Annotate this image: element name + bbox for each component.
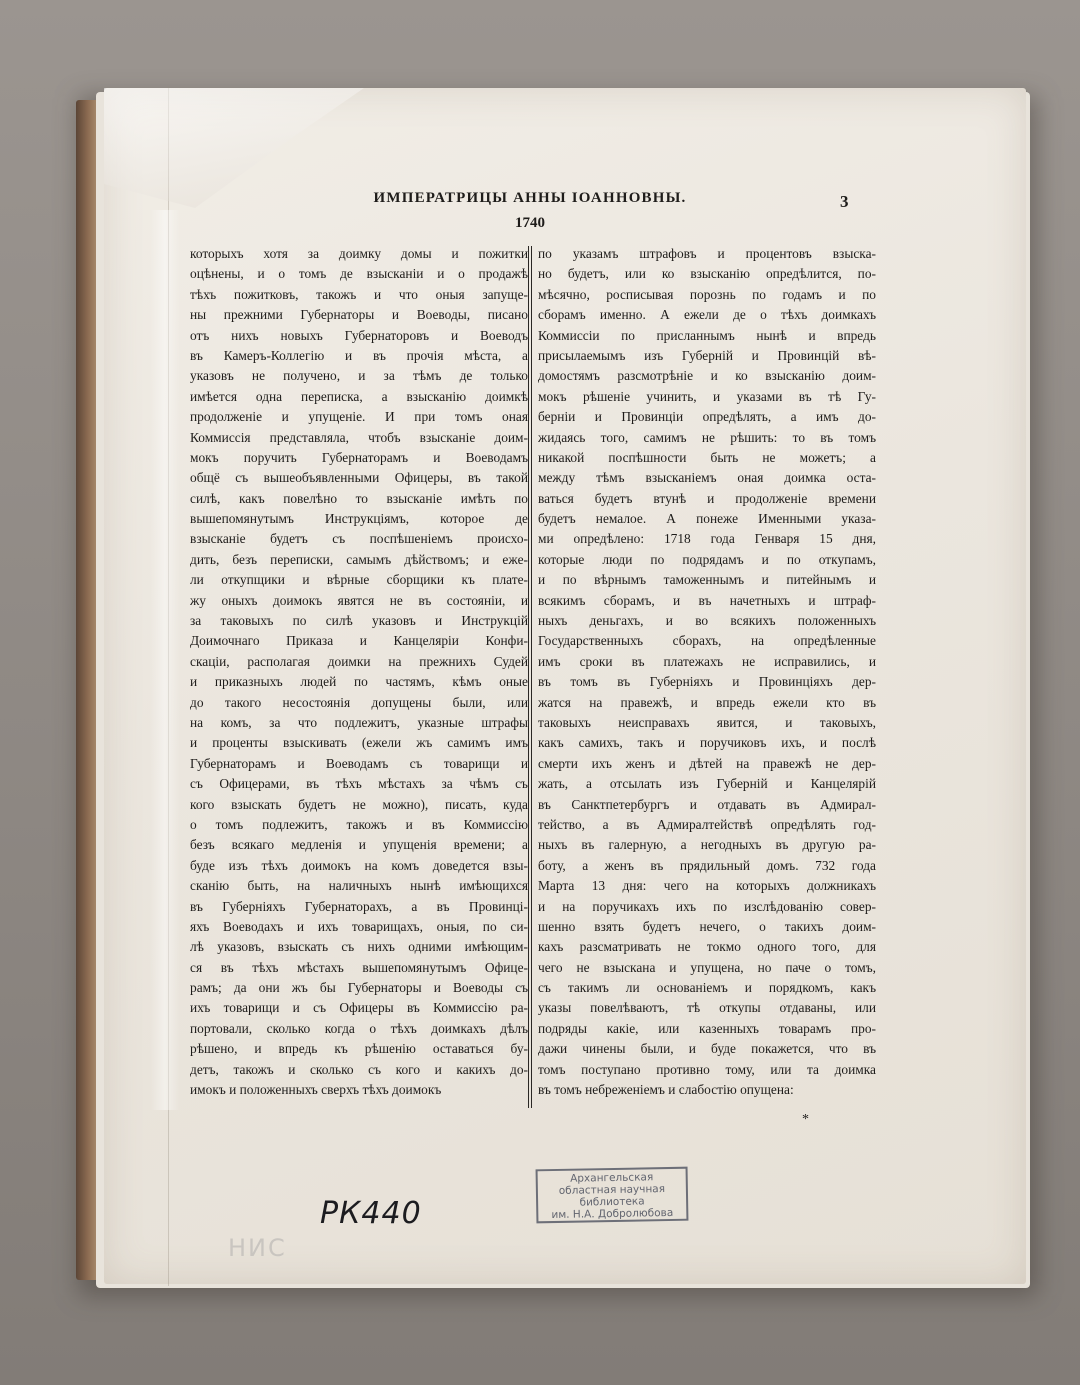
text-line: оцѣнены, и о томъ де взысканіи и о продажѣ: [190, 266, 528, 282]
left-text-column: [190, 244, 528, 1100]
text-line: общё съ вышеобъявленными Офицеры, въ такой: [190, 470, 528, 486]
stamp-line: библиотека: [579, 1195, 645, 1209]
footnote-mark: *: [802, 1112, 809, 1127]
text-line: сборамъ именно. А ежели де о тѣхъ доимкахъ: [538, 307, 876, 323]
text-line: Марта 13 дня: чего на которыхъ должникахъ: [538, 878, 876, 894]
text-line: лѣ указовъ, взыскать съ нихъ одними имѣющим-: [190, 939, 528, 955]
text-line: взысканіе будетъ съ поспѣшеніемъ происхо-: [190, 531, 528, 547]
text-line: тейство, а въ Адмиралтействѣ опредѣлять год-: [538, 816, 876, 832]
column-divider: [528, 246, 532, 1108]
text-line: подряды какіе, или казенныхъ товарамъ про-: [538, 1020, 876, 1036]
text-line: между тѣмъ взысканіемъ оная доимка оста-: [538, 470, 876, 486]
text-line: за таковыхъ по силѣ указовъ и Инструкцій: [190, 613, 528, 629]
text-line: мокъ поручить Губернаторамъ и Воеводамъ: [190, 449, 528, 465]
text-line: которыхъ хотя за доимку домы и пожитки: [190, 246, 528, 261]
text-line: смерти ихъ женъ и дѣтей на правежѣ не дер-: [538, 755, 876, 771]
faint-pencil-mark: НИС: [228, 1234, 287, 1262]
text-line: шенно взять будетъ нечего, о такихъ доим-: [538, 918, 876, 934]
page-number: 3: [840, 192, 849, 211]
text-line: какъ самихъ, такъ и поручиковъ ихъ, и послѣ: [538, 735, 876, 751]
text-line: буде изъ тѣхъ доимокъ на комъ доведется взы-: [190, 857, 528, 873]
text-line: въ Камеръ-Коллегію и въ прочія мѣста, а: [190, 347, 528, 363]
text-line: о томъ подлежитъ, такожъ и въ Коммиссію: [190, 816, 528, 832]
text-line: и приказныхъ людей по частямъ, кѣмъ оные: [190, 674, 528, 690]
text-line: отъ нихъ новыхъ Губернаторовъ и Воеводъ: [190, 327, 528, 343]
text-line: и проценты взыскивать (ежели жъ самимъ имъ: [190, 735, 528, 751]
text-line: въ Губерніяхъ Губернаторахъ, а въ Провинці-: [190, 898, 528, 914]
text-line: на комъ, за что подлежитъ, указные штрафы: [190, 714, 528, 730]
shelfmark: РК440: [320, 1196, 422, 1231]
text-line: но будетъ, или ко взысканію опредѣлится, по-: [538, 266, 876, 282]
year-heading: 1740: [515, 215, 545, 231]
text-line: которые люди по подрядамъ и по откупамъ,: [538, 551, 876, 567]
text-line: имѣется одна переписка, а взысканію доимкѣ: [190, 388, 528, 404]
text-line: ми опредѣлено: 1718 года Генваря 15 дня,: [538, 531, 876, 547]
stamp-line: Архангельская: [570, 1171, 654, 1185]
text-line: домостямъ разсмотрѣніе и ко взысканію доим-: [538, 368, 876, 384]
text-line: до такого несостоянія допущены были, или: [190, 694, 528, 710]
text-line: Доимочнаго Приказа и Канцеляріи Конфи-: [190, 633, 528, 649]
text-line: въ томъ въ Губерніяхъ и Провинціяхъ дер-: [538, 674, 876, 690]
text-line: имъ сроки въ платежахъ не исправились, и: [538, 653, 876, 669]
text-line: Губернаторамъ и Воеводамъ съ товарищи и: [190, 755, 528, 771]
text-line: кого взыскать будетъ не можно), писать, куда: [190, 796, 528, 812]
text-line: чего не взыскана и упущена, но паче о томъ,: [538, 959, 876, 975]
text-line: ны прежними Губернаторы и Воеводы, писано: [190, 307, 528, 323]
text-line: съ такимъ ли основаніемъ и порядкомъ, какъ: [538, 980, 876, 996]
text-line: будетъ немалое. А понеже Именными указа-: [538, 511, 876, 527]
stamp-line: им. Н.А. Добролюбова: [551, 1206, 674, 1222]
text-line: таковыхъ неисправахъ явится, и таковыхъ,: [538, 714, 876, 730]
text-line: жать, а отсылать изъ Губерній и Канцелярій: [538, 776, 876, 792]
text-line: безъ всякаго медленія и упущенія времени; а: [190, 837, 528, 853]
text-line: Коммиссія представляла, чтобъ взысканіе доим-: [190, 429, 528, 445]
text-line: детъ, такожъ и сколько съ кого и какихъ до-: [190, 1061, 528, 1077]
text-line: мокъ рѣшеніе учинить, и указами въ тѣ Гу-: [538, 388, 876, 404]
text-line: продолженіе и упущеніе. И при томъ оная: [190, 409, 528, 425]
text-line: Государственныхъ сборахъ, на опредѣленные: [538, 633, 876, 649]
text-line: въ томъ небреженіемъ и слабостію опущена:: [538, 1082, 794, 1098]
text-line: и по вѣрнымъ таможеннымъ и питейнымъ и: [538, 572, 876, 588]
text-line: тѣхъ пожитковъ, такожъ и что оныя запуще-: [190, 286, 528, 302]
text-line: мѣсячно, росписывая порознь по годамъ и по: [538, 286, 876, 302]
text-line: жатся на правежѣ, и впредь ежели кто въ: [538, 694, 876, 710]
text-line: вышепомянутымъ Инструкціямъ, которое де: [190, 511, 528, 527]
text-line: боту, а женъ въ прядильный домъ. 732 года: [538, 857, 876, 873]
text-line: рѣшено, и впредь къ рѣшенію оставаться бу-: [190, 1041, 528, 1057]
stamp-line: областная научная: [558, 1183, 666, 1197]
text-line: съ Офицерами, въ тѣхъ мѣстахъ за чѣмъ съ: [190, 776, 528, 792]
text-line: никакой поспѣшности быть не можетъ; а: [538, 449, 876, 465]
text-line: рамъ; да они жъ бы Губернаторы и Воеводы съ: [190, 980, 528, 996]
text-line: сканію быть, на наличныхъ нынѣ имѣющихся: [190, 878, 528, 894]
library-stamp: [536, 1167, 689, 1224]
text-line: всякимъ сборамъ, и въ начетныхъ и штраф-: [538, 592, 876, 608]
running-header: ИМПЕРАТРИЦЫ АННЫ ІОАННОВНЫ.: [373, 190, 687, 206]
page-crease: [150, 210, 180, 1110]
text-line: ся въ тѣхъ мѣстахъ вышепомянутымъ Офице-: [190, 959, 528, 975]
text-line: берніи и Провинціи опредѣлять, а имъ до-: [538, 409, 876, 425]
text-line: ихъ товарищи и съ Офицеры въ Коммиссію ра-: [190, 1000, 528, 1016]
text-line: въ Санктпетербургъ и отдавать въ Адмирал-: [538, 796, 876, 812]
text-line: ныхъ деньгахъ, и во всякихъ положенныхъ: [538, 613, 876, 629]
text-line: томъ поступано противно тому, или та доимка: [538, 1061, 876, 1077]
text-line: яхъ Воеводахъ и ихъ товарищахъ, оныя, по си-: [190, 918, 528, 934]
text-line: указы повелѣваютъ, тѣ откупы отдаваны, или: [538, 1000, 876, 1016]
text-line: Коммиссіи по присланнымъ нынѣ и впредь: [538, 327, 876, 343]
text-line: ли откупщики и вѣрные сборщики къ плате-: [190, 572, 528, 588]
text-line: ваться будетъ втунѣ и продолженіе времени: [538, 490, 876, 506]
text-line: кахъ разсматривать не токмо одного того, для: [538, 939, 876, 955]
text-line: по указамъ штрафовъ и процентовъ взыска-: [538, 246, 876, 261]
text-line: скаціи, располагая доимки на прежнихъ Судей: [190, 653, 528, 669]
text-line: жу оныхъ доимокъ явятся не въ состояніи, и: [190, 592, 528, 608]
text-line: имокъ и положенныхъ сверхъ тѣхъ доимокъ: [190, 1082, 442, 1098]
text-line: указовъ не получено, и за тѣмъ де только: [190, 368, 528, 384]
text-line: ныхъ въ галерную, а негодныхъ въ другую ра-: [538, 837, 876, 853]
right-text-column: [538, 244, 876, 1100]
text-line: дажи чинены были, и буде покажется, что въ: [538, 1041, 876, 1057]
text-line: жидаясь того, самимъ не рѣшить: то въ томъ: [538, 429, 876, 445]
text-line: силѣ, какъ повелѣно то взысканіе имѣть по: [190, 490, 528, 506]
text-line: портовали, сколько когда о тѣхъ доимкахъ дѣлъ: [190, 1020, 528, 1036]
text-line: дить, безъ переписки, самымъ дѣйствомъ; и ежe-: [190, 551, 528, 567]
text-line: присылаемымъ изъ Губерній и Провинцій вѣ-: [538, 347, 876, 363]
text-line: и на поручикахъ ихъ по изслѣдованію совер-: [538, 898, 876, 914]
